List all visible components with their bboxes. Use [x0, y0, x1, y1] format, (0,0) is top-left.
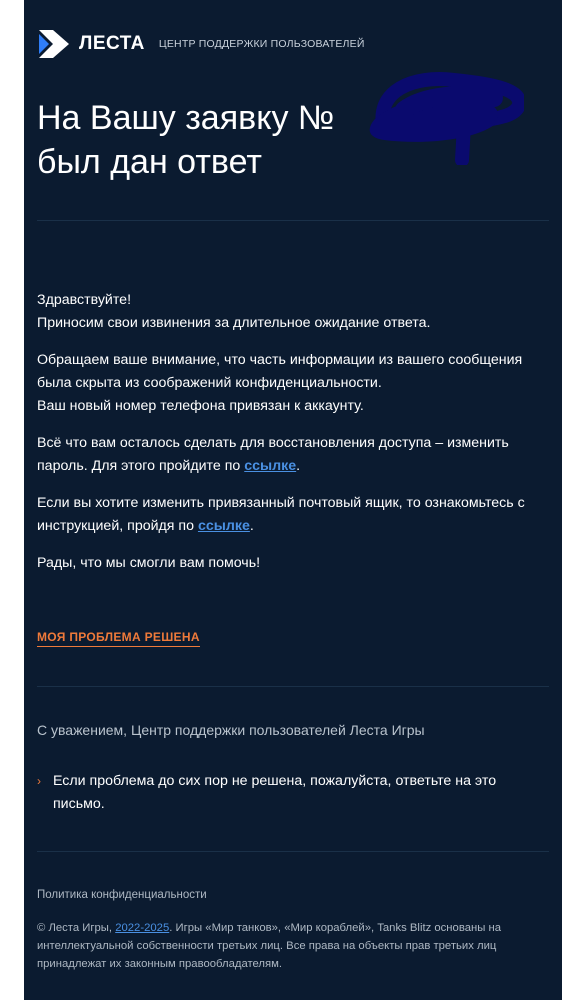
divider — [37, 686, 549, 687]
copyright-text — [37, 919, 542, 973]
divider — [37, 220, 549, 221]
closing-text: Рады, что мы смогли вам помочь! — [37, 555, 261, 571]
years-link[interactable]: 2022-2025 — [115, 922, 170, 934]
period: . — [296, 458, 301, 474]
email-header — [37, 28, 365, 60]
title-line-1: На Вашу заявку № — [37, 99, 335, 137]
phone-linked-text: Ваш новый номер телефона привязан к аккаунту. — [37, 398, 364, 414]
period: . — [249, 518, 254, 534]
copyright-rest: . Игры «Мир танков», «Мир кораблей», Tanks Blitz основаны на интеллектуальной собственности третьих лиц. Все права на объекты прав третьих лиц принадлежат их законным правообладателям. — [37, 922, 502, 970]
greeting: Здравствуйте! — [37, 292, 132, 308]
privacy-notice-text: Обращаем ваше внимание, что часть информации из вашего сообщения была скрыта из соображений конфиденциальности. — [37, 352, 523, 391]
copyright-prefix: © Леста Игры, — [37, 922, 113, 934]
brand-name: ЛЕСТА — [79, 33, 145, 54]
email-instructions-link[interactable]: ссылке — [197, 518, 250, 534]
reply-note — [37, 770, 527, 816]
change-email-text: Если вы хотите изменить привязанный почтовый ящик, то ознакомьтесь с инструкцией, пройдя по — [37, 495, 525, 534]
header-subtitle: ЦЕНТР ПОДДЕРЖКИ ПОЛЬЗОВАТЕЛЕЙ — [158, 38, 365, 50]
apology-text: Приносим свои извинения за длительное ожидание ответа. — [37, 315, 431, 331]
regards-text: С уважением, Центр поддержки пользователей Леста Игры — [37, 722, 425, 738]
redaction-scribble — [344, 70, 524, 165]
problem-solved-button[interactable]: МОЯ ПРОБЛЕМА РЕШЕНА — [37, 630, 200, 647]
lesta-logo-icon — [37, 28, 71, 60]
privacy-policy-link[interactable]: Политика конфиденциальности — [37, 889, 207, 901]
message-content — [37, 289, 537, 589]
chevron-right-icon: › — [37, 774, 41, 788]
email-body — [24, 0, 562, 1000]
divider — [37, 851, 549, 852]
title-line-2: был дан ответ — [37, 143, 262, 181]
change-password-link[interactable]: ссылке — [244, 458, 297, 474]
reply-note-text: Если проблема до сих пор не решена, пожалуйста, ответьте на это письмо. — [53, 773, 497, 812]
restore-access-text: Всё что вам осталось сделать для восстановления доступа – изменить пароль. Для этого пройдите по — [37, 435, 509, 474]
